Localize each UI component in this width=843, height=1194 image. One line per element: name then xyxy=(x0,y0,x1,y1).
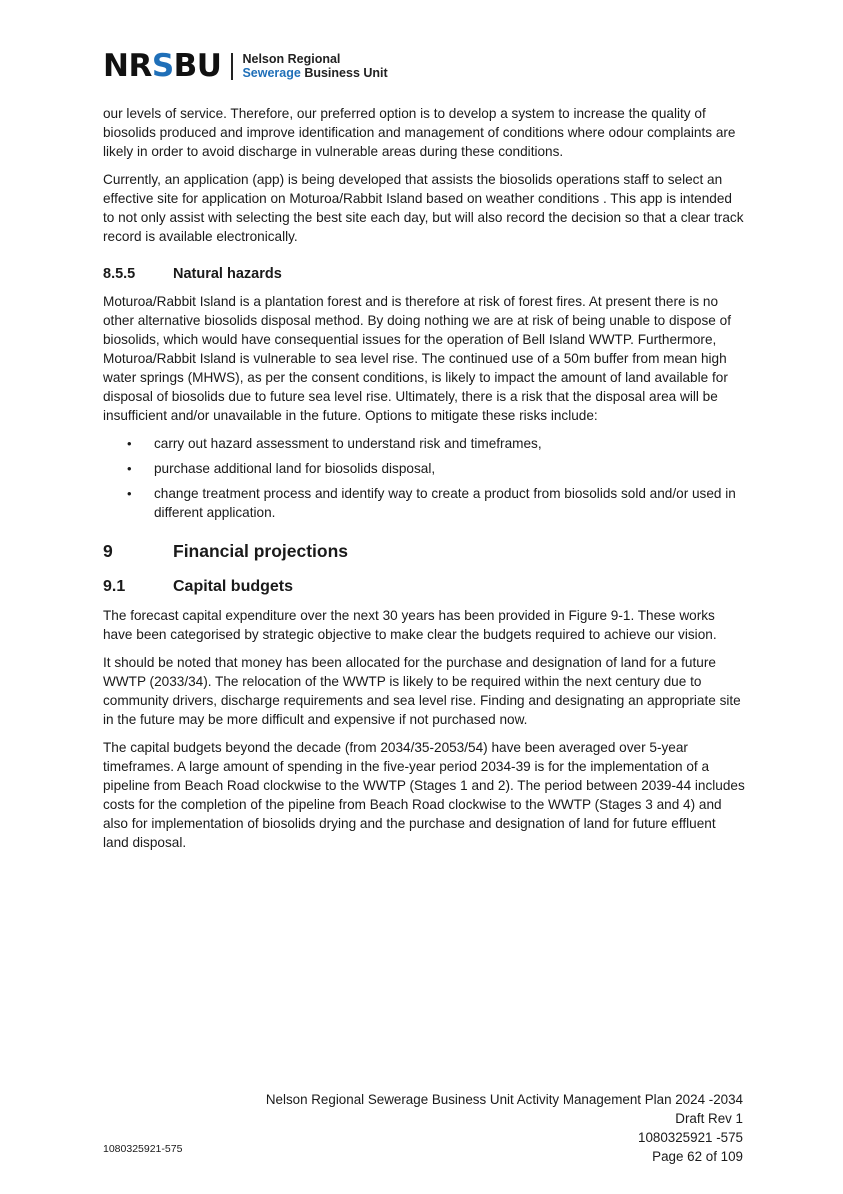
logo-divider xyxy=(231,53,233,80)
heading-title: Capital budgets xyxy=(173,578,294,595)
logo-line1: Nelson Regional xyxy=(242,52,341,66)
heading-number: 9 xyxy=(103,541,113,561)
paragraph-natural-hazards: Moturoa/Rabbit Island is a plantation forest and is therefore at risk of forest fires. At present there is no other alternative biosolids disposal method. By doing nothing we are at risk of being unable to dispose of biosolids, which would have consequential issues for the operation of Bell Island WWTP. Furthermore, Moturoa/Rabbit Island is vulnerable to sea level rise. The continued use of a 50m buffer from mean high water springs (MHWS), as per the consent conditions, is likely to impact the amount of land available for disposal of biosolids due to future sea level rise. Ultimately, there is a risk that the disposal area will be insufficient and/or unavailable in the future. Options to mitigate these risks include: xyxy=(103,294,731,423)
logo-text xyxy=(242,52,387,80)
footer-revision: Draft Rev 1 xyxy=(675,1111,743,1126)
list-item-text: carry out hazard assessment to understand risk and timeframes, xyxy=(154,436,542,451)
logo-wordmark xyxy=(103,50,221,82)
logo-line2-rest: Business Unit xyxy=(300,66,388,80)
footer-doc-number: 1080325921 -575 xyxy=(638,1130,743,1145)
bullet-icon: • xyxy=(127,486,132,501)
heading-natural-hazards xyxy=(103,264,745,284)
bullet-icon: • xyxy=(127,461,132,476)
logo-bu: BU xyxy=(173,48,222,84)
list-item-text: change treatment process and identify way to create a product from biosolids sold and/or used in different application. xyxy=(154,486,736,520)
logo-nr: NR xyxy=(103,48,152,84)
paragraph-beyond-decade: The capital budgets beyond the decade (from 2034/35-2053/54) have been averaged over 5-year timeframes. A large amount of spending in the five-year period 2034-39 is for the implementation of a pipeline from Beach Road clockwise to the WWTP (Stages 1 and 2). The period between 2039-44 includes costs for the completion of the pipeline from Beach Road clockwise to the WWTP (Stages 3 and 4) and also for implementation of biosolids drying and the purchase and designation of land for future effluent land disposal. xyxy=(103,740,745,850)
bullet-icon: • xyxy=(127,436,132,451)
paragraph-forecast-capex: The forecast capital expenditure over the next 30 years has been provided in Figure 9-1. These works have been categorised by strategic objective to make clear the budgets required to achieve our vision. xyxy=(103,608,717,642)
logo-s: S xyxy=(151,48,174,84)
logo-line2-sewerage: Sewerage xyxy=(242,66,301,80)
page-content xyxy=(103,104,745,861)
list-item xyxy=(103,484,745,522)
list-item xyxy=(103,434,745,453)
heading-title: Natural hazards xyxy=(173,266,282,282)
heading-capital-budgets xyxy=(103,576,745,598)
footer-plan-title: Nelson Regional Sewerage Business Unit Activity Management Plan 2024 -2034 xyxy=(265,1092,743,1107)
heading-title: Financial projections xyxy=(173,541,349,561)
heading-number: 9.1 xyxy=(103,578,126,595)
paragraph-land-allocation: It should be noted that money has been allocated for the purchase and designation of land for a future WWTP (2033/34). The relocation of the WWTP is likely to be required within the next century due to community drivers, discharge requirements and sea level rise. Finding and designating an appropriate site in the future may be more difficult and expensive if not purchased now. xyxy=(103,655,741,727)
paragraph-app-development: Currently, an application (app) is being developed that assists the biosolids operations staff to select an effective site for application on Moturoa/Rabbit Island based on weather conditions . This app is intended to not only assist with selecting the best site each day, but will also record the decision so that a clear track record is available electronically. xyxy=(103,172,744,244)
list-item-text: purchase additional land for biosolids disposal, xyxy=(154,461,436,476)
heading-number: 8.5.5 xyxy=(103,266,136,282)
footer-doc-id: 1080325921-575 xyxy=(103,1143,183,1155)
heading-financial-projections xyxy=(103,540,745,562)
list-item xyxy=(103,459,745,478)
paragraph-levels-of-service: our levels of service. Therefore, our preferred option is to develop a system to increase the quality of biosolids produced and improve identification and management of conditions where odour complaints are likely in order to avoid discharge in vulnerable areas during these conditions. xyxy=(103,106,736,159)
footer-info xyxy=(266,1090,743,1166)
logo-line2 xyxy=(242,66,387,80)
nrsbu-logo xyxy=(103,50,388,82)
mitigation-list xyxy=(103,434,745,522)
footer-page-number: Page 62 of 109 xyxy=(652,1149,743,1164)
